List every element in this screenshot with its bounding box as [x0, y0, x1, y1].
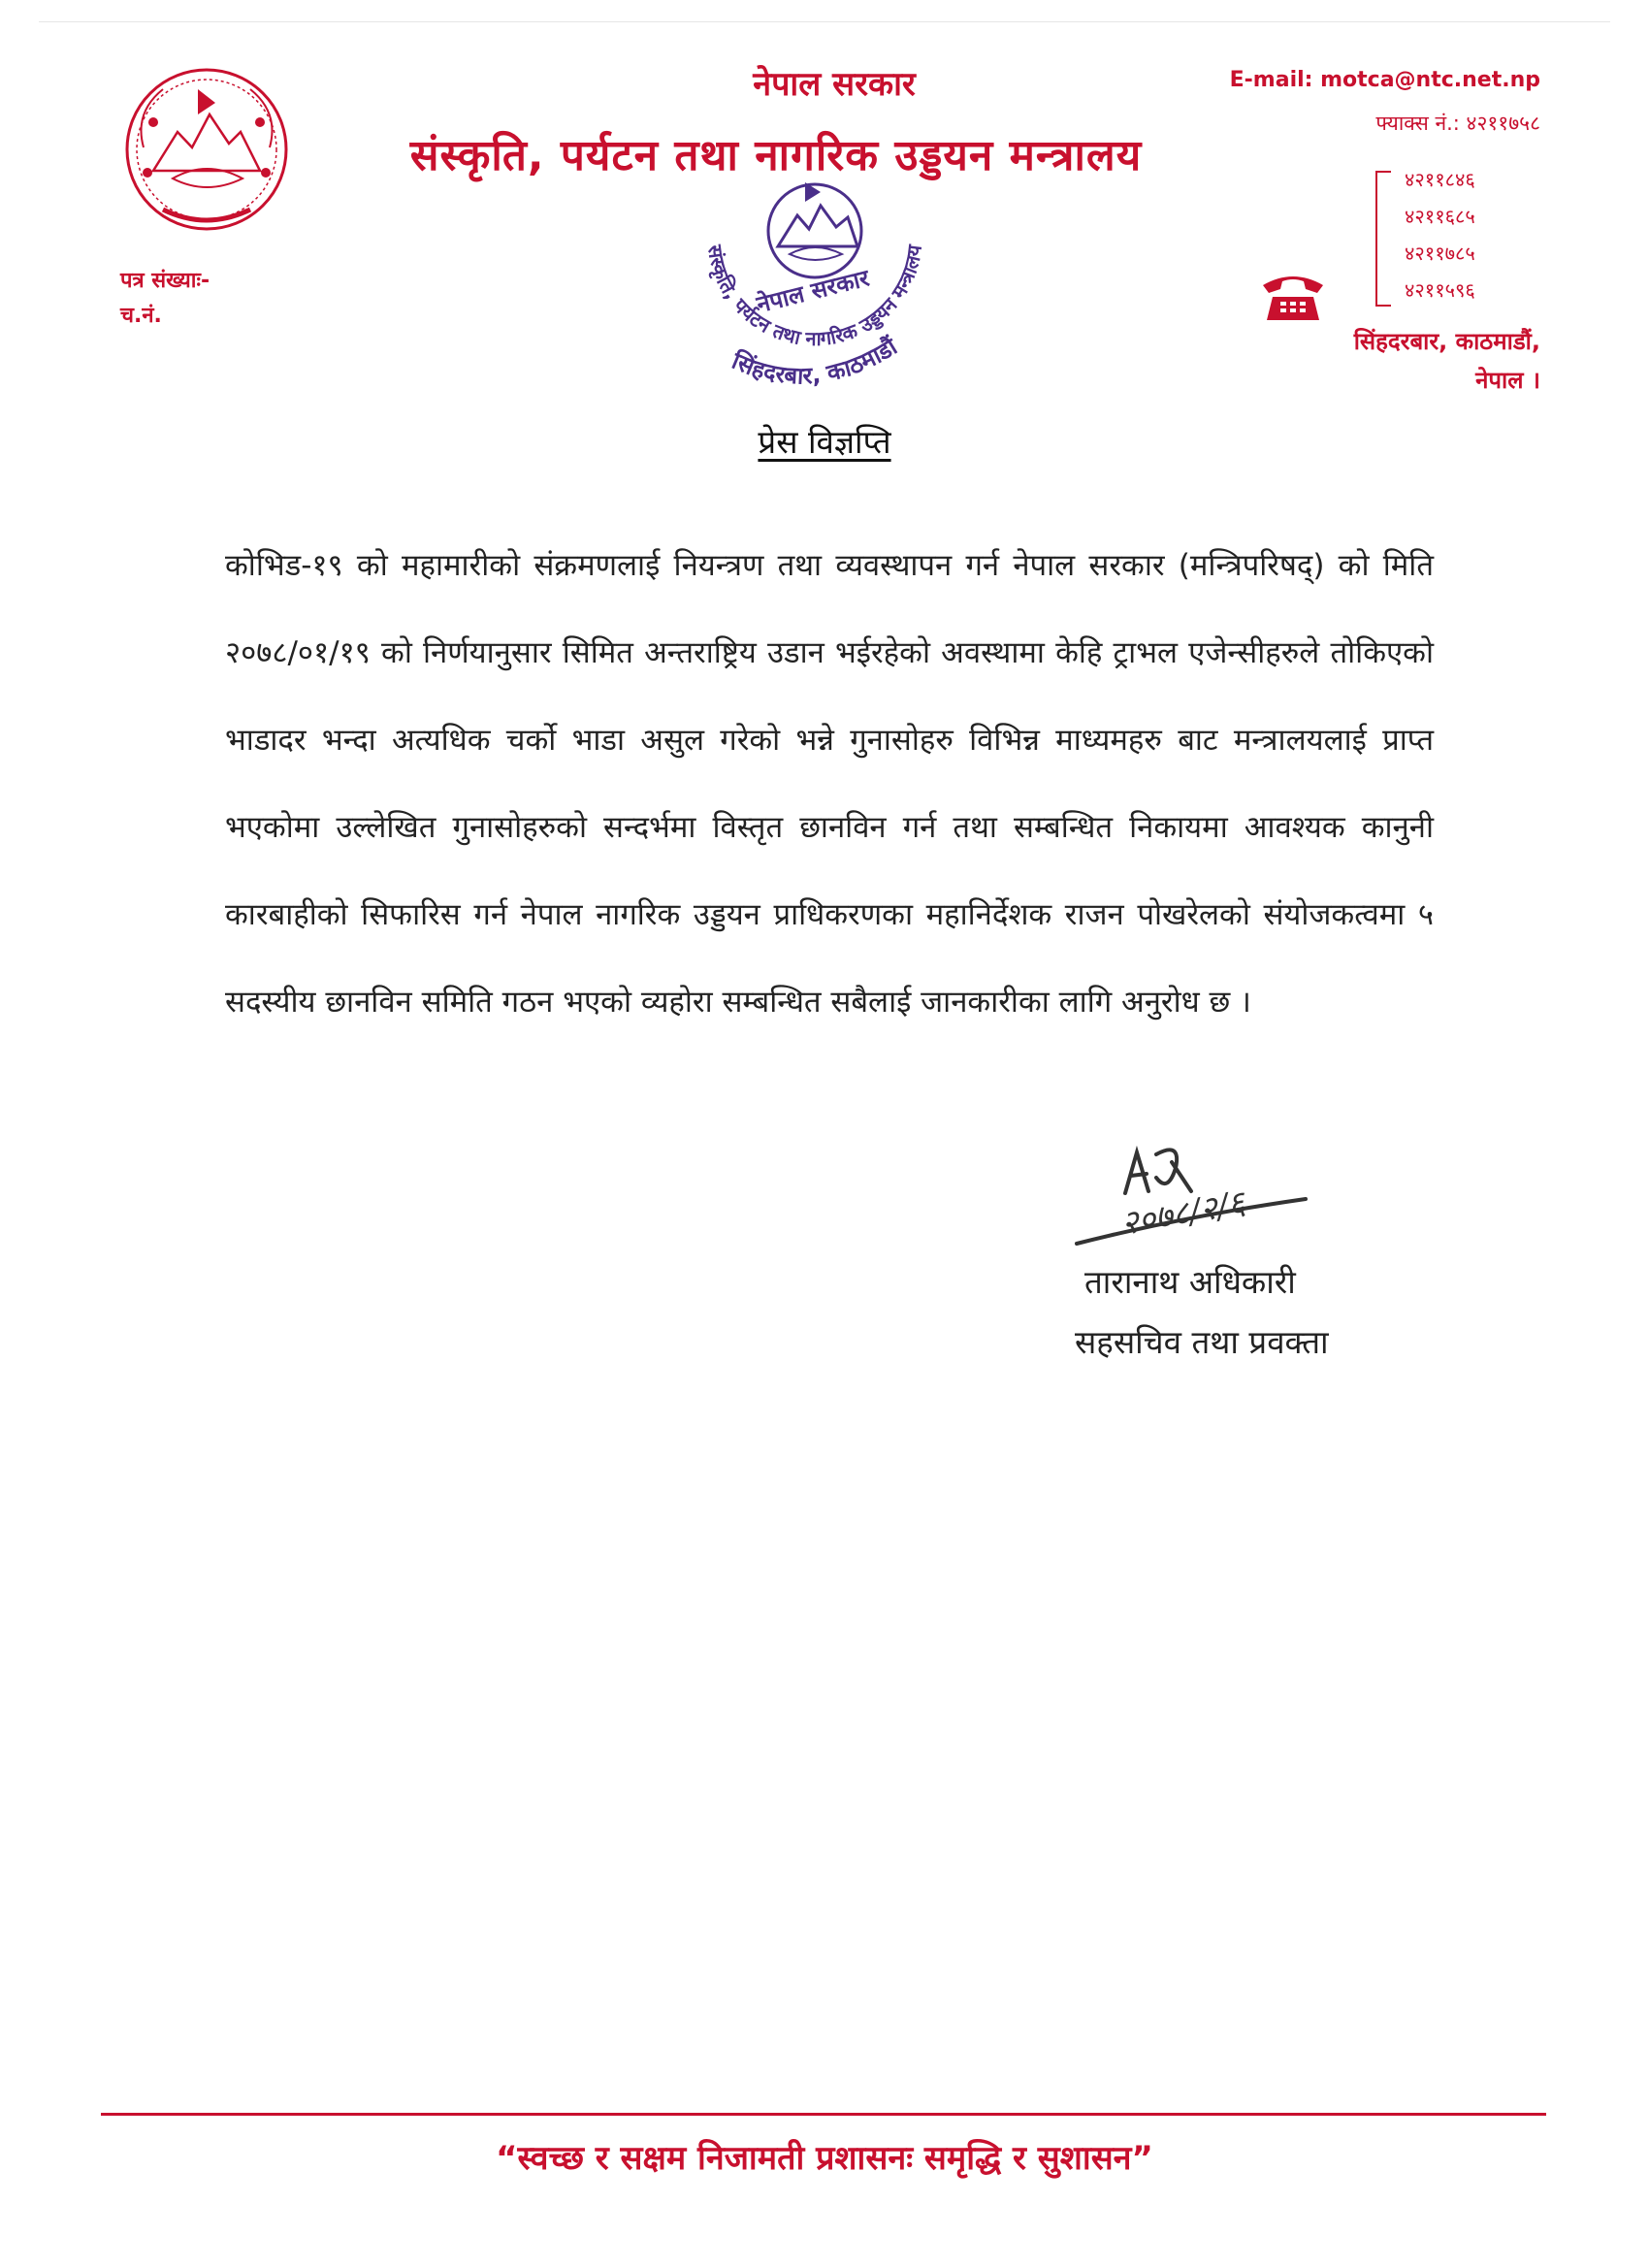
stamp-emblem-icon	[768, 182, 861, 277]
official-stamp	[669, 171, 960, 423]
signatory-name: तारानाथ अधिकारी	[1084, 1263, 1296, 1301]
address-line-1: सिंहदरबार, काठमाडौं,	[1353, 328, 1540, 355]
footer-motto: “स्वच्छ र सक्षम निजामती प्रशासनः समृद्धि र सुशासन”	[496, 2139, 1153, 2178]
press-release-body: कोभिड-१९ को महामारीको संक्रमणलाई नियन्त्रण तथा व्यवस्थापन गर्न नेपाल सरकार (मन्त्रिपरिषद्) को मिति २०७८/०१/१९ को निर्णयानुसार सिमित अन्तराष्ट्रिय उडान भईरहेको अवस्थामा केहि ट्राभल एजेन्सीहरुले तोकिएको भाडादर भन्दा अत्यधिक चर्को भाडा असुल गरेको भन्ने गुनासोहरु विभिन्न माध्यमहरु बाट मन्त्रालयलाई प्राप्त भएकोमा उल्लेखित गुनासोहरुको सन्दर्भमा विस्तृत छानविन गर्न तथा सम्बन्धित निकायमा आवश्यक कानुनी कारबाहीको सिफारिस गर्न नेपाल नागरिक उड्डयन प्राधिकरणका महानिर्देशक राजन पोखरेलको संयोजकत्वमा ५ सदस्यीय छानविन समिति गठन भएको व्यहोरा सम्बन्धित सबैलाई जानकारीका लागि अनुरोध छ ।	[225, 548, 1434, 1020]
phone-number: ४२११८४६	[1405, 168, 1475, 191]
stamp-ring-text: संस्कृति, पर्यटन तथा नागरिक उड्डयन मन्त्रालय	[703, 243, 926, 351]
ministry-name: संस्कृति, पर्यटन तथा नागरिक उड्डयन मन्त्रालय	[409, 131, 1143, 180]
email-address: E-mail: motca@ntc.net.np	[1229, 68, 1540, 92]
phone-bracket	[1375, 171, 1391, 307]
office-address	[1191, 322, 1540, 400]
phone-list	[1405, 161, 1540, 308]
telephone-icon	[1259, 268, 1327, 322]
signature-date: २०७८/२/६	[1117, 1183, 1248, 1244]
stamp-top-text: नेपाल सरकार	[754, 264, 872, 319]
document-heading: प्रेस विज्ञप्ति	[758, 423, 891, 461]
government-name: नेपाल सरकार	[753, 65, 916, 104]
address-line-2: नेपाल ।	[1475, 367, 1540, 394]
phone-number: ४२११६८५	[1405, 205, 1475, 228]
contact-block	[1133, 68, 1540, 302]
signatory-title: सहसचिव तथा प्रवक्ता	[1075, 1323, 1329, 1361]
stamp-bottom-text: सिंहदरबार, काठमाडौं	[728, 333, 902, 390]
phone-numbers	[1259, 161, 1540, 307]
fax-number: फ्याक्स नं.: ४२११७५८	[1375, 112, 1540, 135]
dispatch-number-label: च.नं.	[120, 304, 162, 328]
footer-divider	[101, 2113, 1546, 2116]
phone-number: ४२११५९६	[1405, 278, 1475, 302]
letter-number-label: पत्र संख्याः-	[120, 269, 210, 293]
phone-number: ४२११७८५	[1405, 242, 1475, 265]
reference-block	[120, 264, 210, 334]
page-top-edge	[39, 21, 1610, 22]
